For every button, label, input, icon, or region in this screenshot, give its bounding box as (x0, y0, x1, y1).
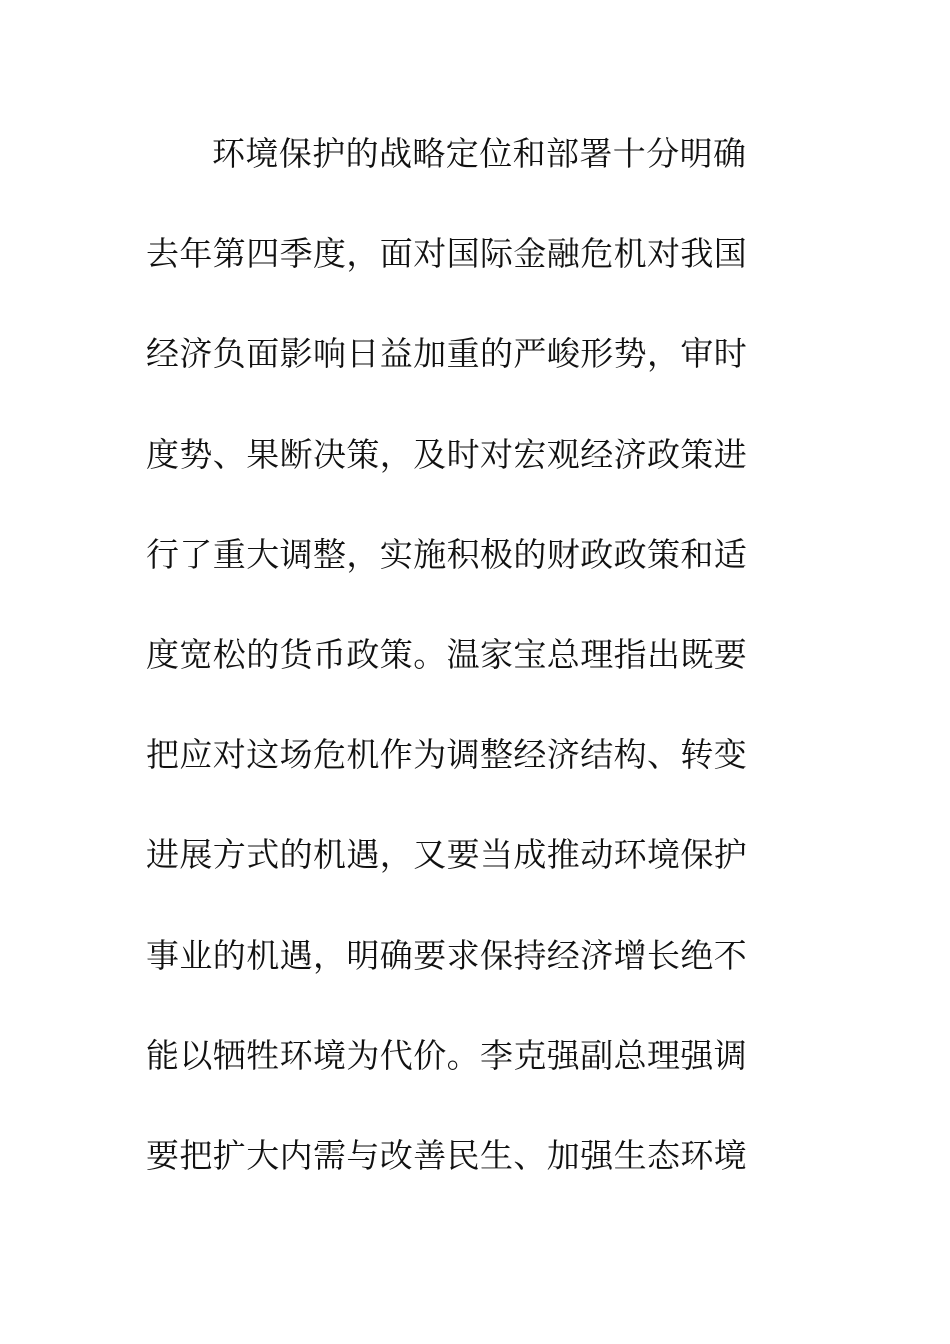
text-line-5: 行了重大调整，实施积极的财政政策和适 (146, 534, 748, 574)
body-text (146, 125, 806, 1227)
text-line-1: 环境保护的战略定位和部署十分明确 (212, 134, 747, 173)
text-line-3: 经济负面影响日益加重的严峻形势，审时 (146, 334, 748, 374)
text-line-2: 去年第四季度，面对国际金融危机对我国 (146, 234, 748, 274)
text-line-7: 把应对这场危机作为调整经济结构、转变 (146, 735, 748, 775)
text-line-8: 进展方式的机遇，又要当成推动环境保护 (146, 835, 748, 875)
text-line-4: 度势、果断决策，及时对宏观经济政策进 (146, 434, 748, 474)
text-line-10: 能以牺牲环境为代价。李克强副总理强调 (146, 1035, 748, 1075)
text-line-6: 度宽松的货币政策。温家宝总理指出既要 (146, 634, 748, 674)
text-line-11: 要把扩大内需与改善民生、加强生态环境 (146, 1135, 748, 1175)
text-line-9: 事业的机遇，明确要求保持经济增长绝不 (146, 935, 748, 975)
